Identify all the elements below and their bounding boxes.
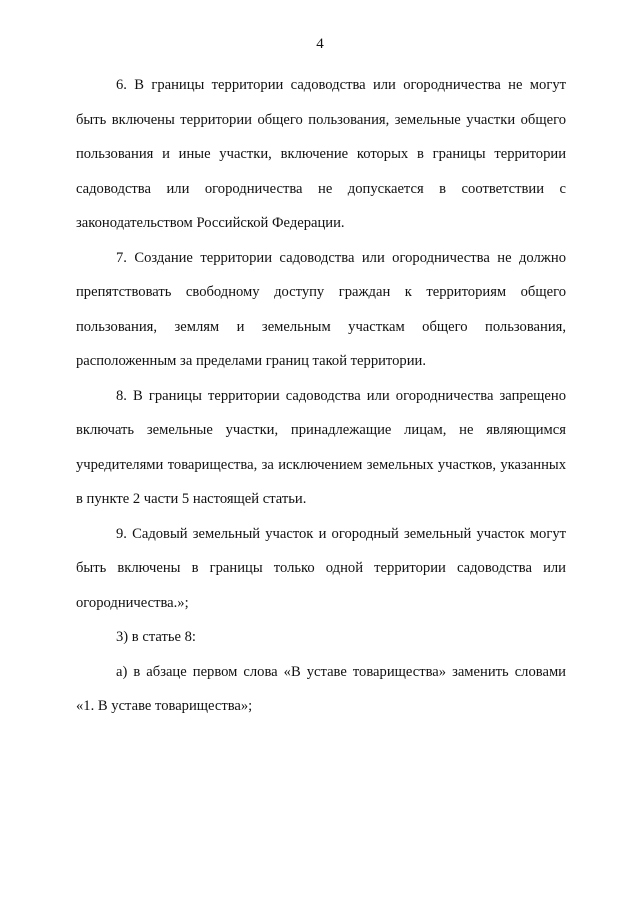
paragraph-8: 8. В границы территории садоводства или огородничества запрещено включать земельные участки, принадлежащие лицам, не являющимся учредителями товарищества, за исключением земельных участков, указанных в пункте 2 части 5 настоящей статьи.: [76, 387, 566, 507]
paragraph-9: 9. Садовый земельный участок и огородный земельный участок могут быть включены в границы только одной территории садоводства или огородничества.»;: [76, 525, 566, 611]
paragraph-7: 7. Создание территории садоводства или огородничества не должно препятствовать свободному доступу граждан к территориям общего пользования, землям и земельным участкам общего пользования, расположенным за пределами границ такой территории.: [76, 249, 566, 369]
paragraph-6: 6. В границы территории садоводства или огородничества не могут быть включены территории общего пользования, земельные участки общего пользования и иные участки, включение которых в границы территории садоводства или огородничества не допускается в соответствии с законодательством Российской Федерации.: [76, 77, 566, 231]
item-3-article-8: 3) в статье 8:: [116, 629, 196, 645]
document-body: [76, 68, 566, 724]
subitem-a: а) в абзаце первом слова «В уставе товарищества» заменить словами «1. В уставе товарищества»;: [76, 663, 566, 714]
page-number: 4: [316, 36, 324, 52]
